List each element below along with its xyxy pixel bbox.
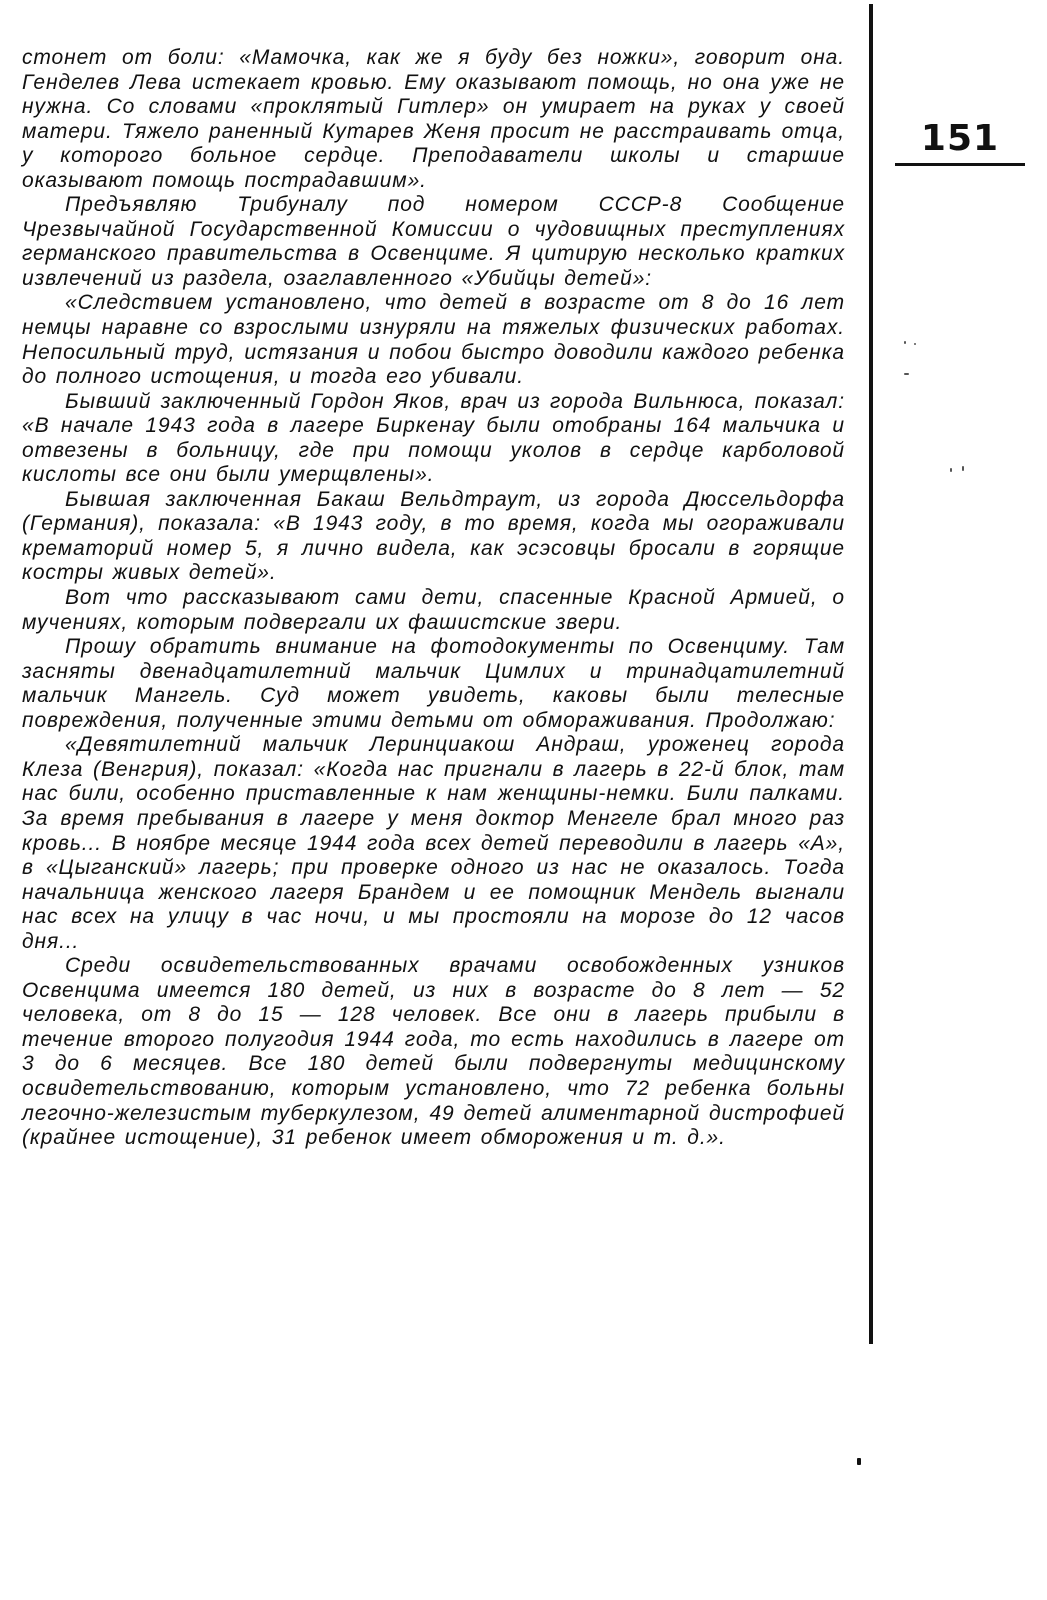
scan-speck [962,466,964,471]
margin-vertical-rule [869,4,873,1344]
page-number-underline [895,163,1025,166]
body-text [22,46,845,1151]
scan-speck [857,1458,861,1465]
page-number: 151 [920,118,1000,159]
paragraph-4: Бывший заключенный Гордон Яков, врач из города Вильнюса, показал: «В начале 1943 года в лагере Биркенау были отобраны 164 мальчика и отвезены в больницу, где при помощи уколов в сердце карболовой кислоты все они были умерщвлены». [22,389,845,487]
paragraph-3: «Следствием установлено, что детей в возрасте от 8 до 16 лет немцы наравне со взрослыми изнуряли на тяжелых физических работах. Непосильный труд, истязания и побои быстро доводили каждого ребенка до полного истощения, и тогда его убивали. [22,291,845,389]
paragraph-6: Вот что рассказывают сами дети, спасенные Красной Армией, о мучениях, которым подвергали их фашистские звери. [22,586,845,634]
paragraph-2: Предъявляю Трибуналу под номером СССР-8 Сообщение Чрезвычайной Государственной Комиссии о чудовищных преступлениях германского правительства в Освенциме. Я цитирую несколько кратких извлечений из раздела, озаглавленного «Убийцы детей»: [22,193,845,290]
paragraph-9: Среди освидетельствованных врачами освобожденных узников Освенцима имеется 180 детей, из них в возрасте до 8 лет — 52 человека, от 8 до 15 — 128 человек. Все они в лагерь прибыли в течение второго полугодия 1944 года, то есть находились в лагере от 3 до 6 месяцев. Все 180 детей были подвергнуты медицинскому освидетельствованию, которым установлено, что 72 ребенка больны легочно-железистым туберкулезом, 49 детей алиментарной дистрофией (крайнее истощение), 31 ребенок имеет обморожения и т. д.». [22,954,845,1150]
scan-speck [904,373,909,375]
paragraph-5: Бывшая заключенная Бакаш Вельдтраут, из города Дюссельдорфа (Германия), показала: «В 1943 году, в то время, когда мы огораживали крематорий номер 5, я лично видела, как эсэсовцы бросали в горящие костры живых детей». [22,487,845,585]
scan-speck [914,343,916,345]
paragraph-7: Прошу обратить внимание на фотодокументы по Освенциму. Там засняты двенадцатилетний мальчик Цимлих и тринадцатилетний мальчик Мангель. Суд может увидеть, каковы были телесные повреждения, полученные этими детьми от обмораживания. Продолжаю: [22,635,845,732]
paragraph-8: «Девятилетний мальчик Леринциакош Андраш, уроженец города Клеза (Венгрия), показал: «Когда нас пригнали в лагерь в 22-й блок, там нас били, особенно приставленные к нам женщины-немки. Били палками. За время пребывания в лагере у меня доктор Менгеле брал много раз кровь... В ноябре месяце 1944 года всех детей переводили в лагерь «А», в «Цыганский» лагерь; при проверке одного из нас не оказалось. Тогда начальница женского лагеря Брандем и ее помощник Мендель выгнали нас всех на улицу в час ночи, и мы простояли на морозе до 12 часов дня... [22,733,845,953]
paragraph-1: стонет от боли: «Мамочка, как же я буду без ножки», говорит она. Генделев Лева истекает кровью. Ему оказывают помощь, но она уже не нужна. Со словами «проклятый Гитлер» он умирает на руках у своей матери. Тяжело раненный Кутарев Женя просит не расстраивать отца, у которого больное сердце. Преподаватели школы и старшие оказывают помощь пострадавшим». [22,46,845,192]
scan-speck [950,468,952,472]
scan-speck [904,341,906,344]
